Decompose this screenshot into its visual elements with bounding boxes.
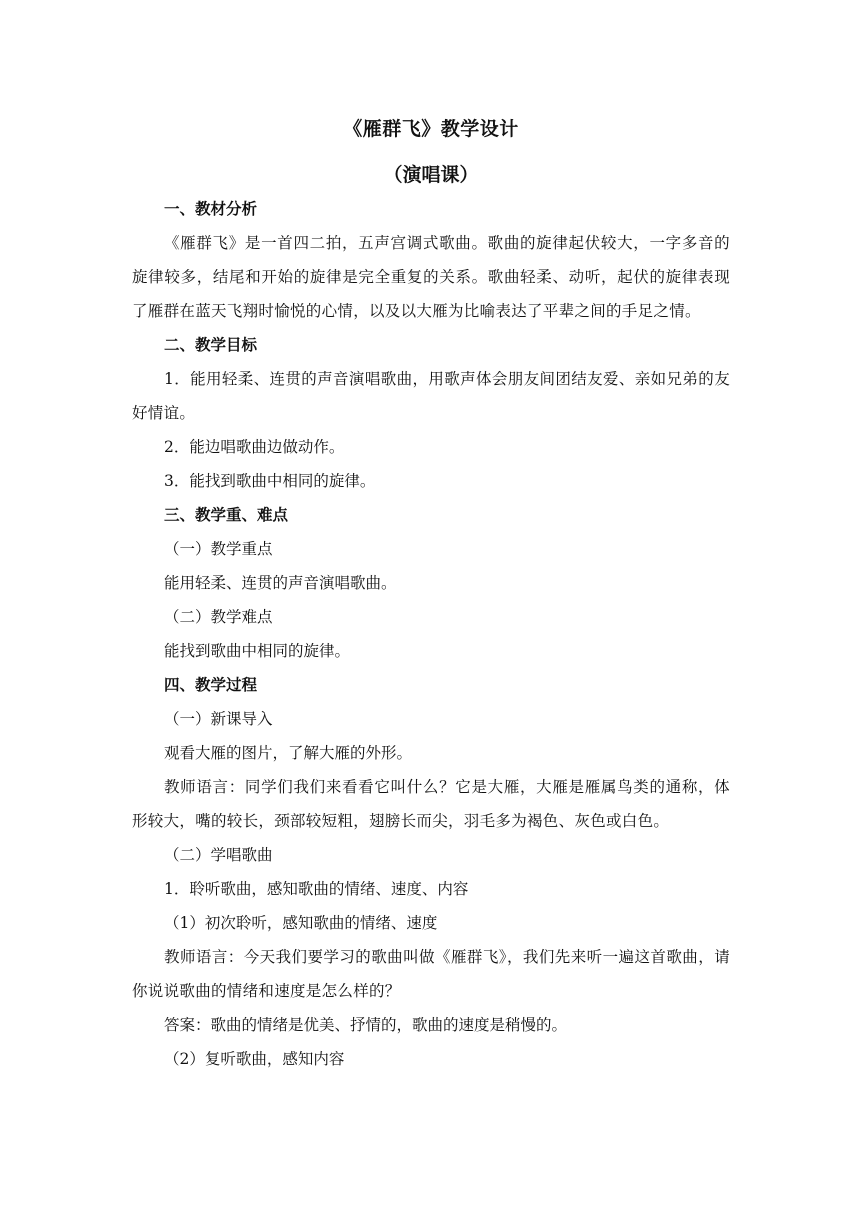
goal-item-2: 2．能边唱歌曲边做动作。	[164, 438, 345, 456]
keypoint-text: 能用轻柔、连贯的声音演唱歌曲。	[164, 574, 397, 592]
section-heading-keypoints: 三、教学重、难点	[164, 506, 289, 524]
difficulty-text: 能找到歌曲中相同的旋律。	[164, 642, 351, 660]
answer-text: 答案：歌曲的情绪是优美、抒情的，歌曲的速度是稍慢的。	[164, 1016, 568, 1034]
goal-item-3: 3．能找到歌曲中相同的旋律。	[164, 472, 376, 490]
section-heading-process: 四、教学过程	[164, 676, 258, 694]
teacher-speech-1: 教师语言：同学们我们来看看它叫什么？它是大雁，大雁是雁属鸟类的通称，体形较大，嘴的较长，颈部较短粗，翅膀长而尖，羽毛多为褐色、灰色或白色。	[132, 778, 730, 830]
process-intro-text: 观看大雁的图片，了解大雁的外形。	[164, 744, 413, 762]
teacher-speech-2: 教师语言：今天我们要学习的歌曲叫做《雁群飞》，我们先来听一遍这首歌曲，请你说说歌曲的情绪和速度是怎么样的？	[132, 948, 730, 1000]
goal-item-1: 1．能用轻柔、连贯的声音演唱歌曲，用歌声体会朋友间团结友爱、亲如兄弟的友好情谊。	[132, 370, 730, 422]
keypoint-subheading: （一）教学重点	[164, 540, 273, 558]
process-subheading-learn: （二）学唱歌曲	[164, 846, 273, 864]
section-heading-analysis: 一、教材分析	[164, 200, 258, 218]
page-title: 《雁群飞》教学设计	[343, 118, 519, 140]
section-heading-goals: 二、教学目标	[164, 336, 258, 354]
process-subheading-intro: （一）新课导入	[164, 710, 273, 728]
process-step-1-2: （2）复听歌曲，感知内容	[164, 1050, 345, 1068]
process-step-1-1: （1）初次聆听，感知歌曲的情绪、速度	[164, 914, 438, 932]
document-body	[132, 112, 730, 1076]
difficulty-subheading: （二）教学难点	[164, 608, 273, 626]
process-step-1: 1．聆听歌曲，感知歌曲的情绪、速度、内容	[164, 880, 469, 898]
page-subtitle: （演唱课）	[383, 164, 479, 186]
analysis-paragraph: 《雁群飞》是一首四二拍，五声宫调式歌曲。歌曲的旋律起伏较大，一字多音的旋律较多，结尾和开始的旋律是完全重复的关系。歌曲轻柔、动听，起伏的旋律表现了雁群在蓝天飞翔时愉悦的心情，以及以大雁为比喻表达了平辈之间的手足之情。	[132, 234, 730, 320]
